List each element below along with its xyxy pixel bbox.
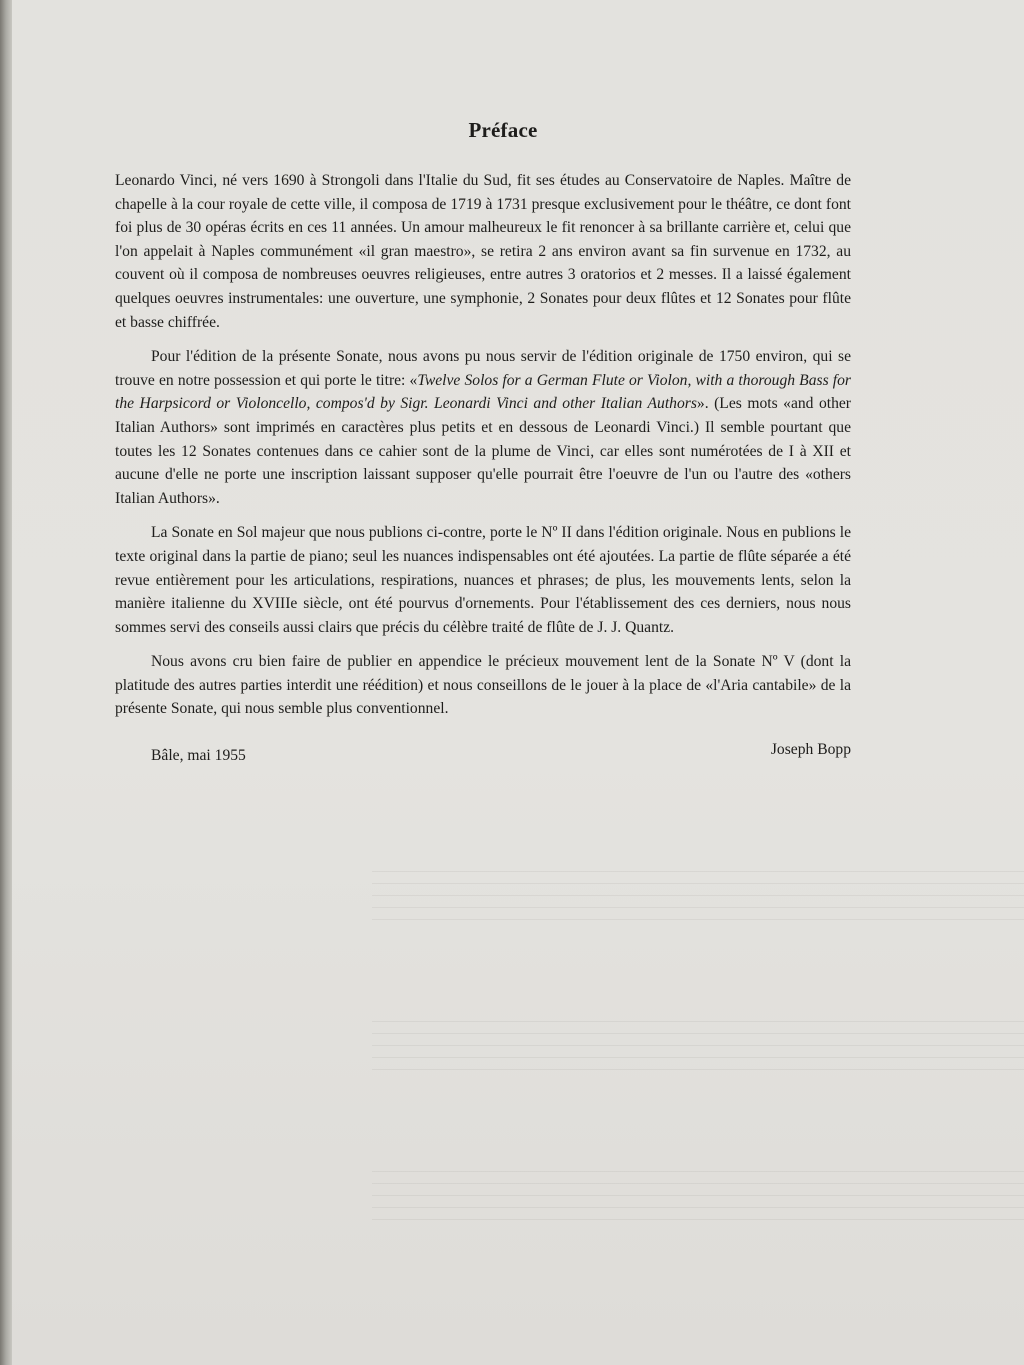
preface-content bbox=[115, 118, 851, 765]
place-date: Bâle, mai 1955 bbox=[151, 747, 246, 765]
paragraph-3: La Sonate en Sol majeur que nous publions ci-contre, porte le Nº II dans l'édition originale. Nous en publions le texte original dans la partie de piano; seul les nuances indispensables ont été ajoutées. La partie de flûte séparée a été revue entièrement pour les articulations, respirations, nuances et phrases; de plus, les mouvements lents, selon la manière italienne du XVIIIe siècle, ont été pourvus d'ornements. Pour l'établissement des ces derniers, nous nous sommes servi des conseils aussi clairs que précis du célèbre traité de flûte de J. J. Quantz. bbox=[115, 524, 851, 636]
paragraph-2-before: Pour l'édition de la présente Sonate, nous avons pu nous servir de l'édition originale de 1750 environ, qui se trouve en notre possession et qui porte le titre: « bbox=[115, 348, 851, 389]
signature-line bbox=[115, 741, 851, 765]
page-title: Préface bbox=[468, 118, 538, 142]
show-through-staff bbox=[372, 860, 1024, 922]
paragraph-1: Leonardo Vinci, né vers 1690 à Strongoli dans l'Italie du Sud, fit ses études au Conservatoire de Naples. Maître de chapelle à la cour royale de cette ville, il composa de 1719 à 1731 presque exclusivement pour le théâtre, ce dont font foi plus de 30 opéras écrits en ces 11 années. Un amour malheureux le fit renoncer à sa brillante carrière et, celui que l'on appelait à Naples communément «il gran maestro», se retira 2 ans environ avant sa fin survenue en 1732, au couvent où il composa de nombreuses oeuvres religieuses, entre autres 3 oratorios et 2 messes. Il a laissé également quelques oeuvres instrumentales: une ouverture, une symphonie, 2 Sonates pour deux flûtes et 12 Sonates pour flûte et basse chiffrée. bbox=[115, 172, 851, 331]
paragraph-2-after: ». (Les mots «and other Italian Authors» sont imprimés en caractères plus petits et en dessous de Leonardi Vinci.) Il semble pourtant que toutes les 12 Sonates contenues dans ce cahier sont de la plume de Vinci, car elles sont numérotées de I à XII et aucune d'elle ne porte une inscription laissant supposer qu'elle pourrait être l'oeuvre de l'un ou l'autre des «others Italian Authors». bbox=[115, 395, 851, 507]
original-edition-title: Twelve Solos for a German Flute or Violon, with a thorough Bass for the Harpsicord or Violoncello, compos'd by Sigr. Leonardi Vinci and other Italian Authors bbox=[115, 371, 851, 413]
paragraph-4: Nous avons cru bien faire de publier en appendice le précieux mouvement lent de la Sonate Nº V (dont la platitude des autres parties interdit une réédition) et nous conseillons de le jouer à la place de «l'Aria cantabile» de la présente Sonate, qui nous semble plus conventionnel. bbox=[115, 653, 851, 718]
paragraph-2 bbox=[115, 345, 851, 510]
show-through-staff bbox=[372, 1160, 1024, 1222]
document-page bbox=[12, 0, 1024, 1365]
author-signature: Joseph Bopp bbox=[770, 741, 851, 759]
show-through-staff bbox=[372, 1010, 1024, 1072]
